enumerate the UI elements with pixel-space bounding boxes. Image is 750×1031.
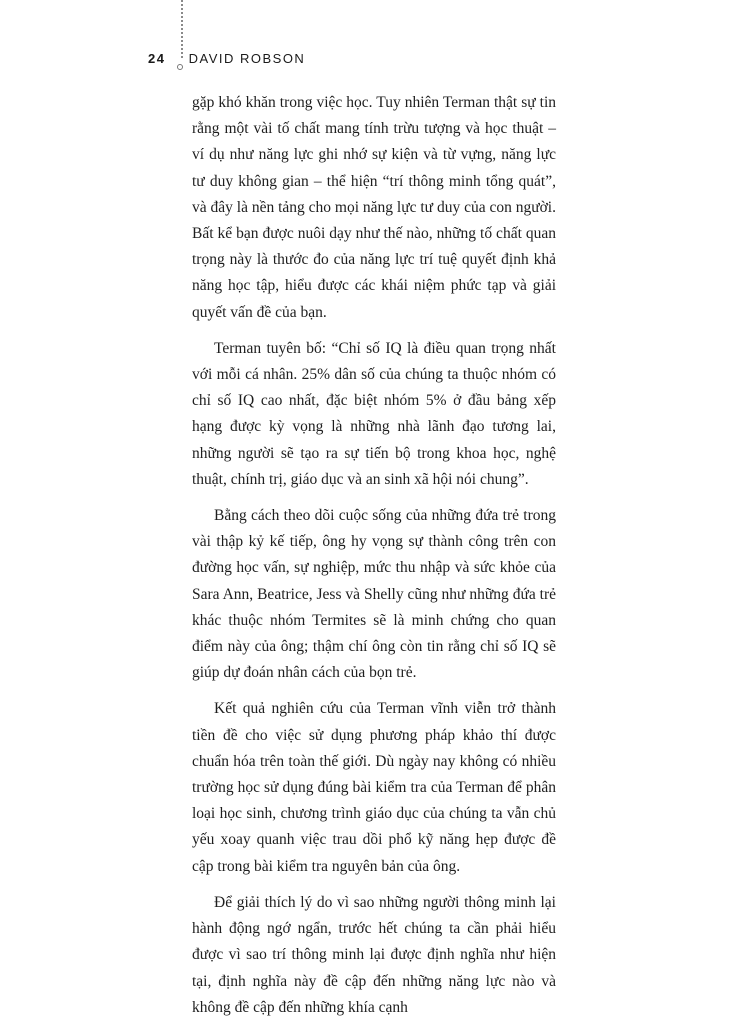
body-text [192, 90, 556, 1031]
author-name: DAVID ROBSON [188, 51, 306, 66]
running-header [148, 51, 305, 66]
paragraph: Để giải thích lý do vì sao những người thông minh lại hành động ngớ ngẩn, trước hết chúng ta cần phải hiểu được vì sao trí thông minh lại được định nghĩa như hiện tại, định nghĩa này đề cập đến những năng lực nào và không đề cập đến những khía cạnh [192, 893, 556, 1016]
paragraph: Terman tuyên bố: “Chỉ số IQ là điều quan trọng nhất với mỗi cá nhân. 25% dân số của chúng ta thuộc nhóm có chỉ số IQ cao nhất, đặc biệt nhóm 5% ở đầu bảng xếp hạng được kỳ vọng là những nhà lãnh đạo tương lai, những người sẽ tạo ra sự tiến bộ trong khoa học, nghệ thuật, chính trị, giáo dục và an sinh xã hội nói chung”. [192, 339, 556, 488]
paragraph-continuation: gặp khó khăn trong việc học. Tuy nhiên Terman thật sự tin rằng một vài tố chất mang tính trừu tượng và học thuật – ví dụ như năng lực ghi nhớ sự kiện và từ vựng, năng lực tư duy không gian – thể hiện “trí thông minh tổng quát”, và đây là nền tảng cho mọi năng lực tư duy của con người. Bất kể bạn được nuôi dạy như thế nào, những tố chất quan trọng này là thước đo của năng lực trí tuệ quyết định khả năng học tập, hiểu được các khái niệm phức tạp và giải quyết vấn đề của bạn. [192, 94, 556, 321]
paragraph: Bằng cách theo dõi cuộc sống của những đứa trẻ trong vài thập kỷ kế tiếp, ông hy vọng sự thành công trên con đường học vấn, sự nghiệp, mức thu nhập và sức khỏe của Sara Ann, Beatrice, Jess và Shelly cũng như những đứa trẻ khác thuộc nhóm Termites sẽ là minh chứng cho quan điểm này của ông; thậm chí ông còn tin rằng chỉ số IQ sẽ giúp dự đoán nhân cách của bọn trẻ. [192, 507, 556, 682]
margin-dotted-rule [181, 0, 183, 58]
page-number: 24 [148, 51, 166, 66]
paragraph: Kết quả nghiên cứu của Terman vĩnh viễn trở thành tiền đề cho việc sử dụng phương pháp khảo thí được chuẩn hóa trên toàn thế giới. Dù ngày nay không có nhiều trường học sử dụng đúng bài kiểm tra của Terman để phân loại học sinh, chương trình giáo dục của chúng ta vẫn chủ yếu xoay quanh việc trau dồi phổ kỹ năng hẹp được đề cập trong bài kiểm tra nguyên bản của ông. [192, 700, 556, 875]
